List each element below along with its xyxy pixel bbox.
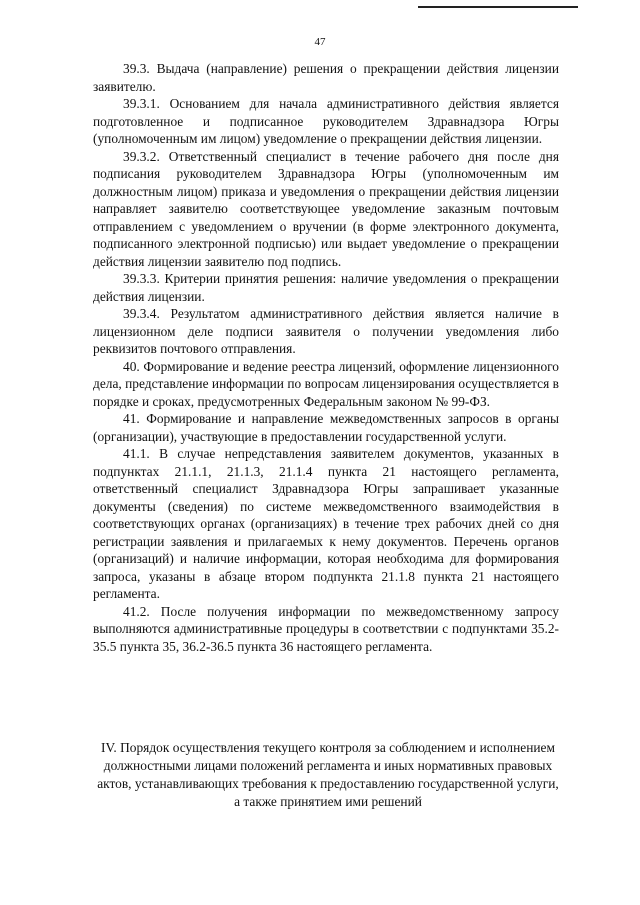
paragraph-39-3-4: 39.3.4. Результатом административного действия является наличие в лицензионном деле подписи заявителя о получении уведомления либо реквизитов почтового отправления. xyxy=(93,306,559,356)
paragraph-41-2: 41.2. После получения информации по межведомственному запросу выполняются административные процедуры в соответствии с подпунктами 35.2-35.5 пункта 35, 36.2-36.5 пункта 36 настоящего регламента. xyxy=(93,603,559,654)
scan-edge-line xyxy=(418,6,578,8)
paragraph-41: 41. Формирование и направление межведомственных запросов в органы (организации), участвующие в предоставлении государственной услуги. xyxy=(93,411,559,444)
paragraph-39-3-1: 39.3.1. Основанием для начала административного действия является подготовленное и подписанное руководителем Здравнадзора Югры (уполномоченным им лицом) уведомление о прекращении действия лицензии. xyxy=(93,96,559,146)
page-number: 47 xyxy=(314,36,326,48)
paragraph-41-1: 41.1. В случае непредставления заявителем документов, указанных в подпунктах 21.1.1, 21.1.3, 21.1.4 пункта 21 настоящего регламента, ответственный специалист Здравнадзора Югры запрашивает указанные документы (сведения) по системе межведомственного взаимодействия в соответствующих органах (организациях) в течение трех рабочих дней со дня регистрации заявления и прилагаемых к нему документов. Перечень органов (организаций) и наличие информации, которая необходима для формирования запроса, указаны в абзаце втором подпункта 21.1.8 пункта 21 настоящего регламента. xyxy=(93,446,559,601)
document-body xyxy=(93,60,559,655)
section-heading: IV. Порядок осуществления текущего контроля за соблюдением и исполнением должностными лицами положений регламента и иных нормативных правовых актов, устанавливающих требования к предоставлению государственной услуги, а также принятием ими решений xyxy=(97,740,559,809)
paragraph-40: 40. Формирование и ведение реестра лицензий, оформление лицензионного дела, представление информации по вопросам лицензирования осуществляется в порядке и сроках, предусмотренных Федеральным законом № 99-ФЗ. xyxy=(93,358,559,409)
paragraph-39-3-3: 39.3.3. Критерии принятия решения: наличие уведомления о прекращении действия лицензии. xyxy=(93,271,559,304)
paragraph-39-3-2: 39.3.2. Ответственный специалист в течение рабочего дня после дня подписания руководителем Здравнадзора Югры (уполномоченным им должностным лицом) приказа и уведомления о прекращении действия лицензии направляет заявителю соответствующее уведомление заказным почтовым отправлением с уведомлением о вручении (в форме электронного документа, подписанного электронной подписью) или выдает уведомление о прекращении действия лицензии заявителю под подпись. xyxy=(93,148,559,269)
paragraph-39-3: 39.3. Выдача (направление) решения о прекращении действия лицензии заявителю. xyxy=(93,61,559,94)
